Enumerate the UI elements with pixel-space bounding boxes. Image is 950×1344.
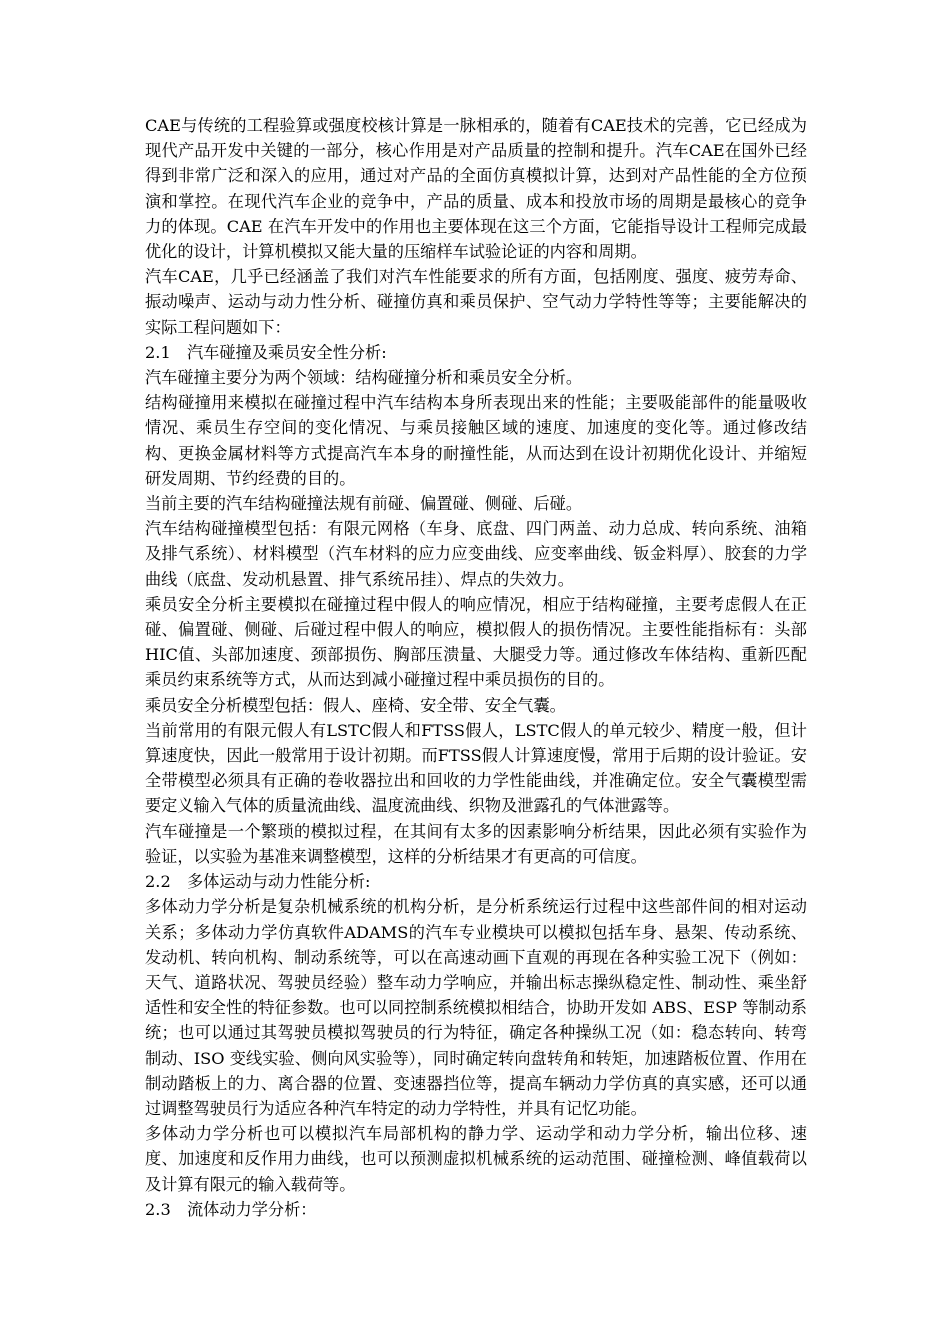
section-number: 2.1 (145, 342, 171, 362)
section-heading-2-3 (145, 1197, 807, 1222)
section-heading-2-1 (145, 340, 807, 365)
paragraph: 结构碰撞用来模拟在碰撞过程中汽车结构本身所表现出来的性能；主要吸能部件的能量吸收情况、乘员生存空间的变化情况、与乘员接触区域的速度、加速度的变化等。通过修改结构、更换金属材料等方式提高汽车本身的耐撞性能，从而达到在设计初期优化设计、并缩短研发周期、节约经费的目的。 (145, 393, 807, 488)
section-title: 多体运动与动力性能分析: (187, 872, 371, 892)
paragraph: 当前常用的有限元假人有LSTC假人和FTSS假人，LSTC假人的单元较少、精度一般，但计算速度快，因此一般常用于设计初期。而FTSS假人计算速度慢，常用于后期的设计验证。安全带模型必须具有正确的卷收器拉出和回收的力学性能曲线，并准确定位。安全气囊模型需要定义输入气体的质量流曲线、温度流曲线、织物及泄露孔的气体泄露等。 (145, 720, 807, 816)
document-page (145, 113, 807, 1222)
paragraph: 汽车CAE，几乎已经涵盖了我们对汽车性能要求的所有方面，包括刚度、强度、疲劳寿命、振动噪声、运动与动力性分析、碰撞仿真和乘员保护、空气动力学特性等等；主要能解决的实际工程问题如下： (145, 267, 807, 337)
section-number: 2.2 (145, 872, 171, 892)
paragraph: 当前主要的汽车结构碰撞法规有前碰、偏置碰、侧碰、后碰。 (145, 494, 583, 514)
paragraph: 乘员安全分析模型包括：假人、座椅、安全带、安全气囊。 (145, 695, 566, 715)
paragraph: 多体动力学分析是复杂机械系统的机构分析，是分析系统运行过程中这些部件间的相对运动关系；多体动力学仿真软件ADAMS的汽车专业模块可以模拟包括车身、悬架、传动系统、发动机、转向机构、制动系统等，可以在高速动画下直观的再现在各种实验工况下（例如：天气、道路状况、驾驶员经验）整车动力学响应，并输出标志操纵稳定性、制动性、乘坐舒适性和安全性的特征参数。也可以同控制系统模拟相结合，协助开发如 ABS、ESP 等制动系统；也可以通过其驾驶员模拟驾驶员的行为特征，确定各种操纵工况（如：稳态转向、转弯制动、ISO 变线实验、侧向风实验等），同时确定转向盘转角和转矩，加速踏板位置、作用在制动踏板上的力、离合器的位置、变速器挡位等，提高车辆动力学仿真的真实感，还可以通过调整驾驶员行为适应各种汽车特定的动力学特性，并具有记忆功能。 (145, 897, 807, 1118)
paragraph: 汽车碰撞是一个繁琐的模拟过程，在其间有太多的因素影响分析结果，因此必须有实验作为验证，以实验为基准来调整模型，这样的分析结果才有更高的可信度。 (145, 821, 807, 866)
paragraph: 汽车碰撞主要分为两个领域：结构碰撞分析和乘员安全分析。 (145, 368, 583, 388)
section-heading-2-2 (145, 869, 807, 894)
section-title: 流体动力学分析： (187, 1199, 317, 1219)
paragraph: 汽车结构碰撞模型包括：有限元网格（车身、底盘、四门两盖、动力总成、转向系统、油箱及排气系统）、材料模型（汽车材料的应力应变曲线、应变率曲线、钣金料厚）、胶套的力学曲线（底盘、发动机悬置、排气系统吊挂）、焊点的失效力。 (145, 519, 807, 589)
section-number: 2.3 (145, 1199, 171, 1219)
paragraph: CAE与传统的工程验算或强度校核计算是一脉相承的，随着有CAE技术的完善，它已经成为现代产品开发中关键的一部分，核心作用是对产品质量的控制和提升。汽车CAE在国外已经得到非常广泛和深入的应用，通过对产品的全面仿真模拟计算，达到对产品性能的全方位预演和掌控。在现代汽车企业的竞争中，产品的质量、成本和投放市场的周期是最核心的竞争力的体现。CAE 在汽车开发中的作用也主要体现在这三个方面，它能指导设计工程师完成最优化的设计，计算机模拟又能大量的压缩样车试验论证的内容和周期。 (145, 116, 807, 262)
paragraph: 乘员安全分析主要模拟在碰撞过程中假人的响应情况，相应于结构碰撞，主要考虑假人在正碰、偏置碰、侧碰、后碰过程中假人的响应，模拟假人的损伤情况。主要性能指标有：头部HIC值、头部加速度、颈部损伤、胸部压溃量、大腿受力等。通过修改车体结构、重新匹配乘员约束系统等方式，从而达到减小碰撞过程中乘员损伤的目的。 (145, 594, 807, 690)
paragraph: 多体动力学分析也可以模拟汽车局部机构的静力学、运动学和动力学分析，输出位移、速度、加速度和反作用力曲线，也可以预测虚拟机械系统的运动范围、碰撞检测、峰值载荷以及计算有限元的输入载荷等。 (145, 1124, 807, 1194)
section-title: 汽车碰撞及乘员安全性分析: (187, 342, 387, 362)
